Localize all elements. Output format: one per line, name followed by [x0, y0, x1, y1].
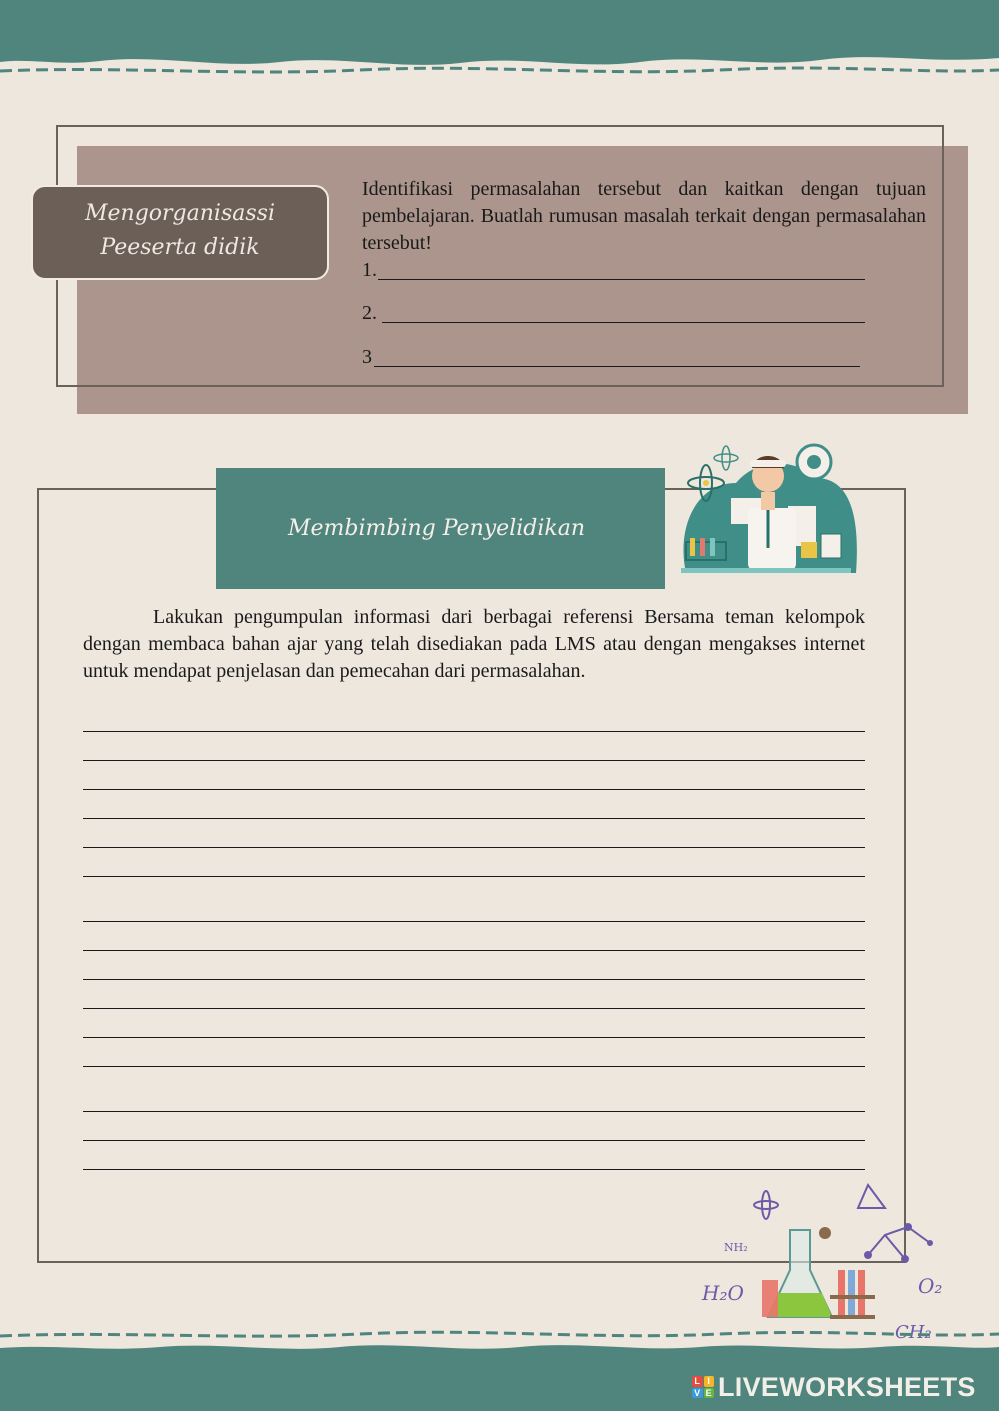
organize-label-line1: Mengorganisassi [85, 201, 275, 226]
answer-line-2 [382, 322, 865, 323]
answer-number-3: 3 [362, 346, 372, 368]
answer-field-1[interactable] [362, 256, 867, 282]
brand-name: LIVEWORKSHEETS [718, 1371, 976, 1402]
answer-field-3[interactable] [362, 343, 862, 369]
logo-letter: E [704, 1388, 715, 1399]
writing-line[interactable] [83, 847, 865, 848]
writing-line[interactable] [83, 876, 865, 877]
logo-letter: L [692, 1376, 703, 1387]
answer-field-2[interactable] [362, 299, 867, 325]
scientist-illustration [676, 438, 860, 578]
liveworksheets-brand [692, 1372, 976, 1402]
top-decorative-band [0, 0, 999, 80]
writing-line[interactable] [83, 1008, 865, 1009]
chem-label-nh: NH₂ [724, 1241, 748, 1254]
logo-letter: I [704, 1376, 715, 1387]
answer-number-1: 1. [362, 259, 377, 281]
investigation-title: Membimbing Penyelidikan [216, 468, 665, 589]
chem-label-o2: O₂ [918, 1274, 943, 1298]
writing-line[interactable] [83, 1111, 865, 1112]
answer-line-1 [378, 279, 865, 280]
logo-letter: V [692, 1388, 703, 1399]
organize-instruction: Identifikasi permasalahan tersebut dan kaitkan dengan tujuan pembelajaran. Buatlah rumusan masalah terkait dengan permasalahan tersebut! [362, 178, 926, 254]
chem-label-ch: CH₂ [895, 1322, 932, 1340]
writing-line[interactable] [83, 1169, 865, 1170]
liveworksheets-logo-icon [692, 1376, 714, 1398]
writing-line[interactable] [83, 921, 865, 922]
writing-line[interactable] [83, 950, 865, 951]
writing-line[interactable] [83, 1140, 865, 1141]
answer-line-3 [374, 366, 860, 367]
writing-line[interactable] [83, 979, 865, 980]
writing-line[interactable] [83, 760, 865, 761]
organize-label-line2: Peeserta didik [100, 235, 260, 260]
answer-number-2: 2. [362, 302, 377, 324]
writing-line[interactable] [83, 731, 865, 732]
chem-label-h2o: H₂O [702, 1281, 744, 1305]
investigation-instruction: Lakukan pengumpulan informasi dari berbagai referensi Bersama teman kelompok dengan membaca bahan ajar yang telah disediakan pada LMS atau dengan mengakses internet untuk mendapat penjelasan dan pemecahan dari permasalahan. [83, 606, 865, 682]
organize-section-label [31, 185, 329, 280]
chemistry-illustration [690, 1175, 960, 1340]
writing-line[interactable] [83, 1037, 865, 1038]
writing-line[interactable] [83, 789, 865, 790]
writing-line[interactable] [83, 818, 865, 819]
writing-line[interactable] [83, 1066, 865, 1067]
